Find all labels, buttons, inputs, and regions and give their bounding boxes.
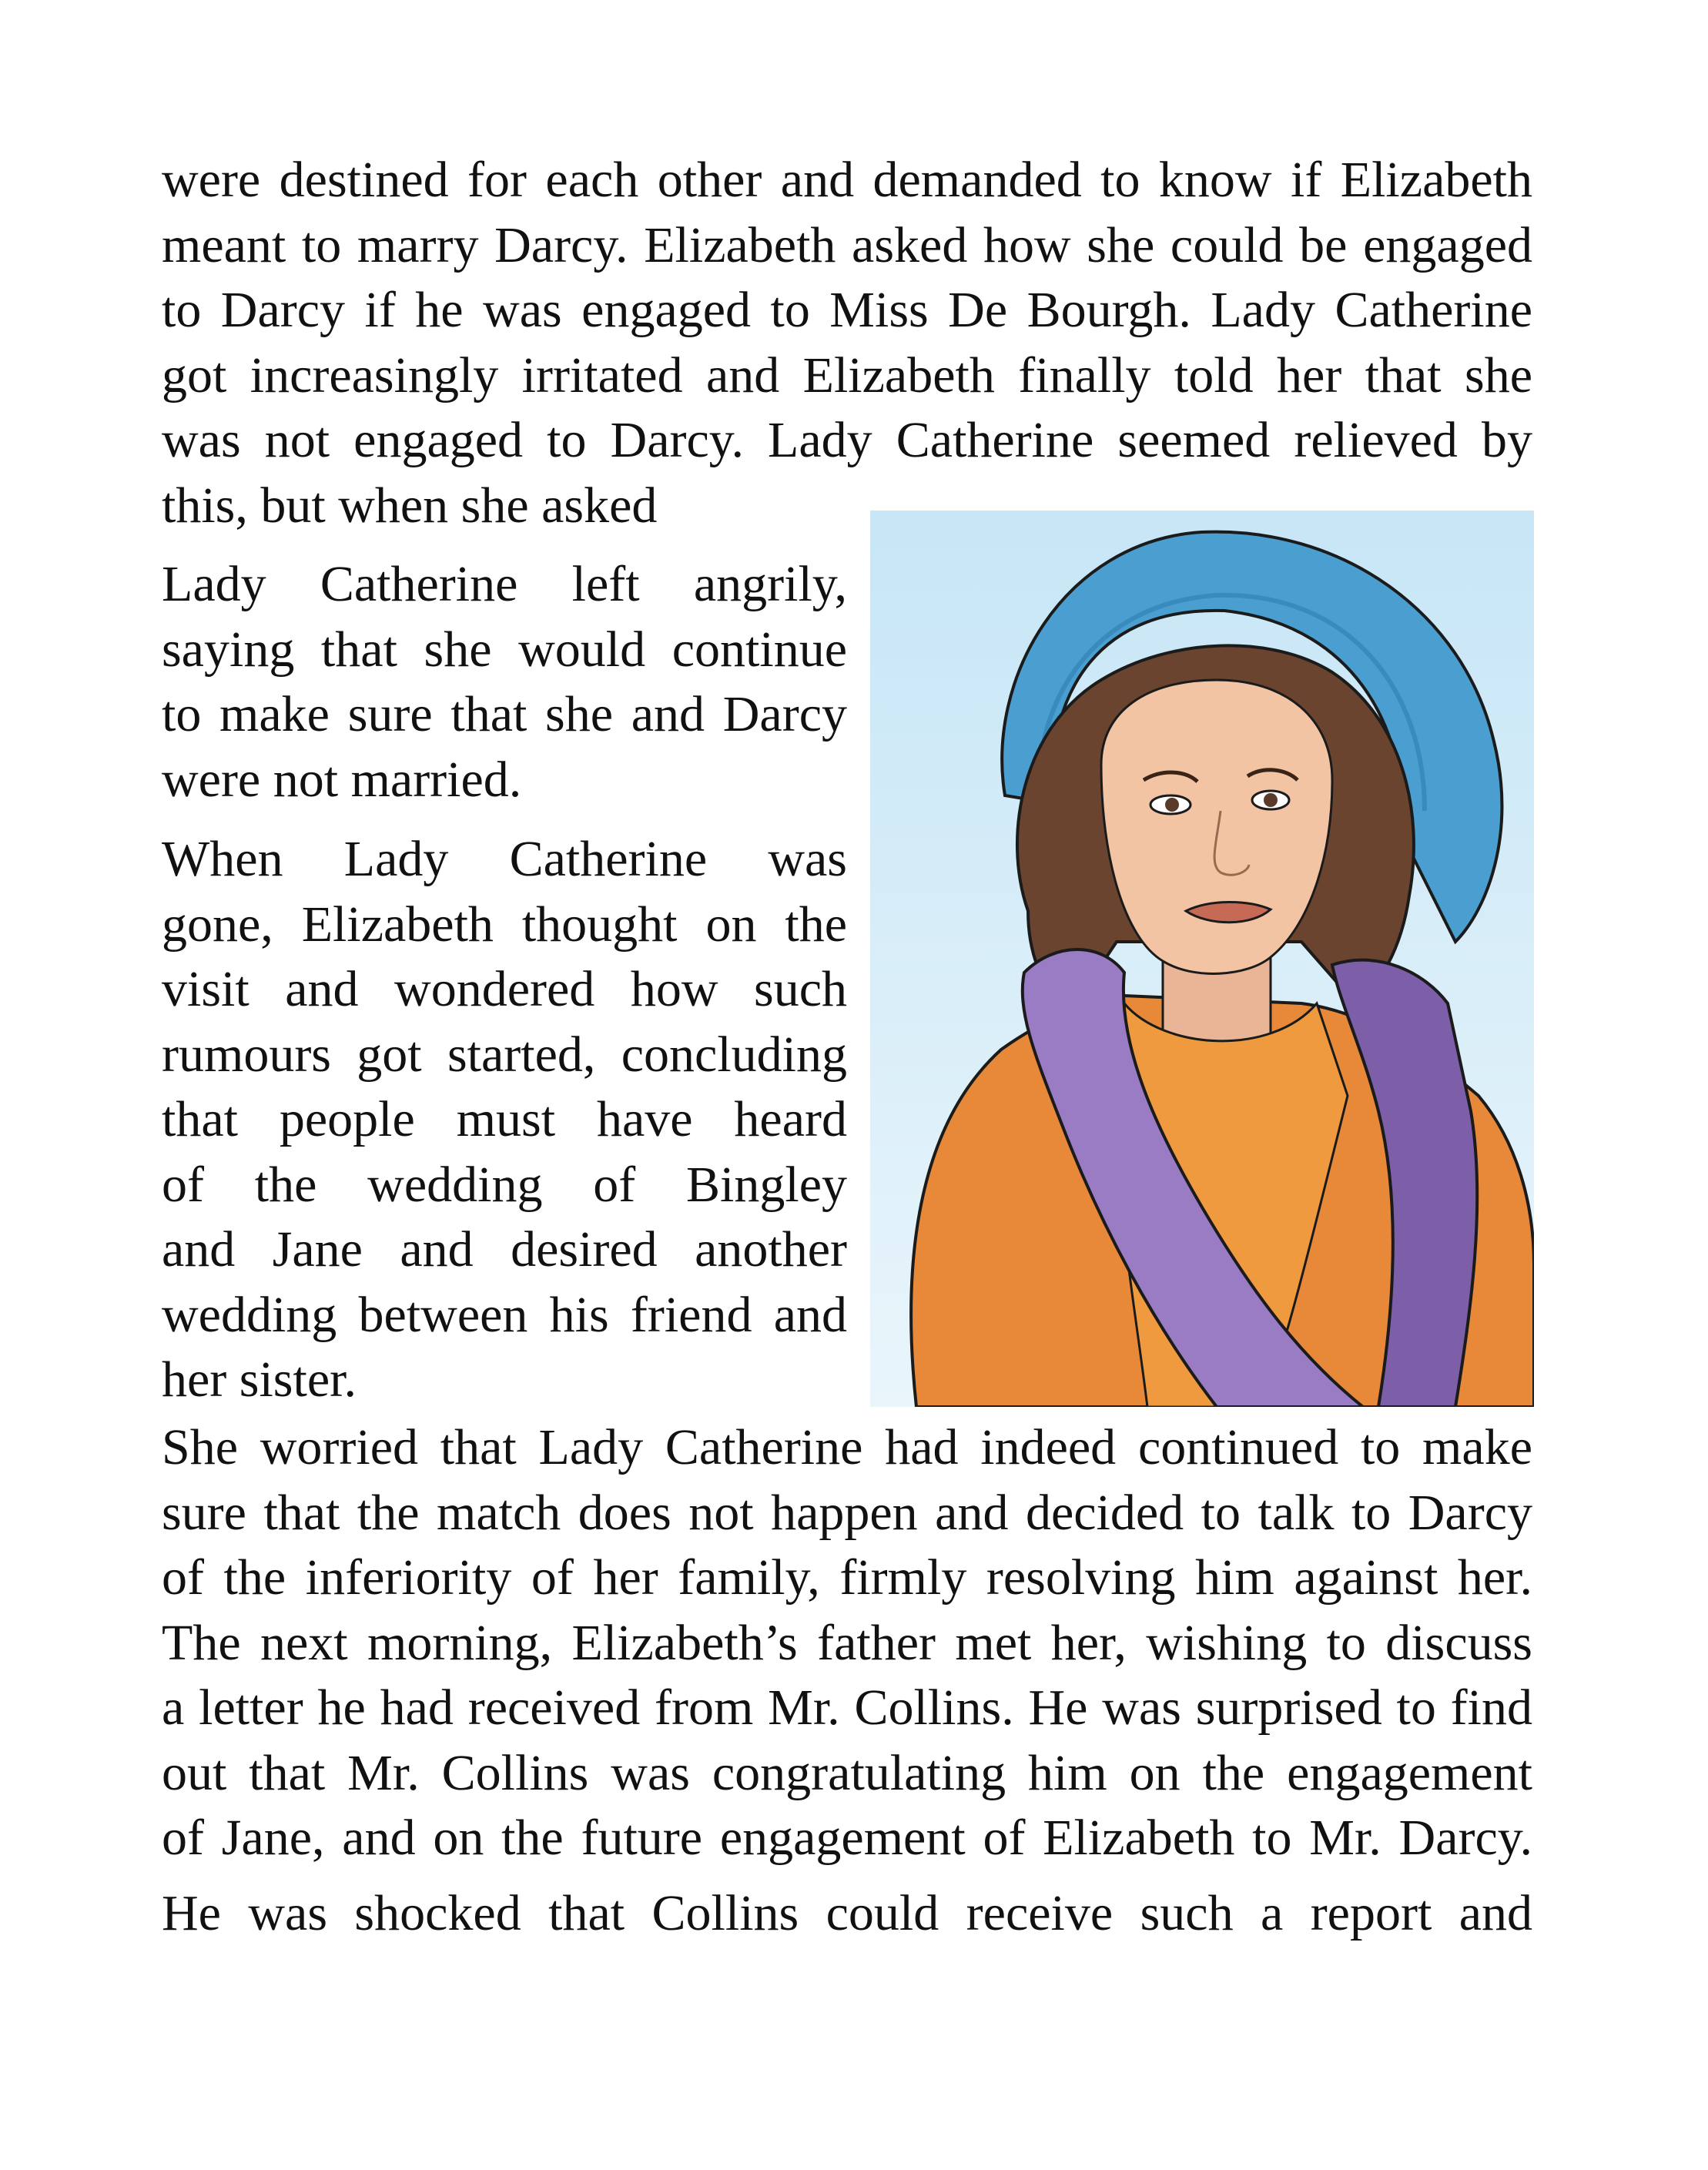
text-line: of the inferiority of her family, firmly resolving him against her.	[162, 1549, 1532, 1606]
lady-catherine-illustration	[870, 511, 1534, 1407]
text-line: She worried that Lady Catherine had indeed continued to make	[162, 1419, 1532, 1475]
text-line: When Lady Catherine was	[162, 831, 847, 887]
paragraph-4	[162, 1415, 1532, 1871]
text-line: of Jane, and on the future engagement of Elizabeth to Mr. Darcy.	[162, 1810, 1532, 1866]
paragraph-5	[162, 1881, 1532, 1947]
paragraph-1	[162, 148, 1532, 538]
text-line: this, but when she asked	[162, 477, 658, 534]
text-line: were destined for each other and demanded to know if Elizabeth	[162, 152, 1532, 208]
text-line: that people must have heard	[162, 1091, 847, 1147]
text-line: was not engaged to Darcy. Lady Catherine seemed relieved by	[162, 412, 1532, 468]
paragraph-2	[162, 552, 847, 812]
text-line: to make sure that she and Darcy	[162, 686, 847, 742]
text-line: meant to marry Darcy. Elizabeth asked how she could be engaged	[162, 216, 1532, 273]
text-line: and Jane and desired another	[162, 1221, 847, 1278]
text-line: of the wedding of Bingley	[162, 1156, 847, 1213]
text-line: Lady Catherine left angrily,	[162, 556, 847, 612]
paragraph-3	[162, 827, 847, 1413]
text-line: wedding between his friend and	[162, 1286, 847, 1343]
text-line: He was shocked that Collins could receive such a report and	[162, 1885, 1532, 1941]
text-line: visit and wondered how such	[162, 961, 847, 1017]
text-line: a letter he had received from Mr. Collins. He was surprised to find	[162, 1679, 1532, 1736]
lady-catherine-portrait-icon	[870, 511, 1534, 1407]
text-line: got increasingly irritated and Elizabeth finally told her that she	[162, 347, 1532, 404]
text-line: were not married.	[162, 751, 522, 808]
text-line: out that Mr. Collins was congratulating him on the engagement	[162, 1744, 1532, 1801]
text-line: The next morning, Elizabeth’s father met her, wishing to discuss	[162, 1614, 1532, 1671]
text-line: gone, Elizabeth thought on the	[162, 896, 847, 953]
text-line: to Darcy if he was engaged to Miss De Bourgh. Lady Catherine	[162, 282, 1532, 338]
text-line: saying that she would continue	[162, 621, 847, 678]
text-line: rumours got started, concluding	[162, 1026, 847, 1083]
text-line: sure that the match does not happen and decided to talk to Darcy	[162, 1484, 1532, 1541]
text-line: her sister.	[162, 1351, 357, 1408]
